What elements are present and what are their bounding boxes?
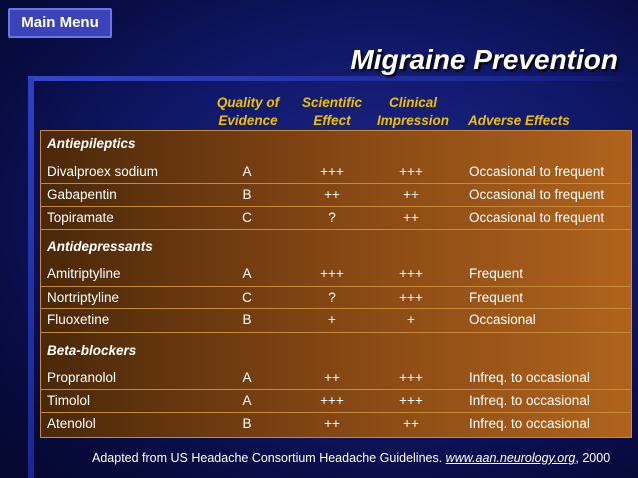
clinical-value: +++ [399,164,423,179]
drug-name: Propranolol [47,370,117,385]
drug-name: Nortriptyline [47,290,120,305]
adverse-value: Frequent [469,290,524,305]
scientific-value: +++ [320,164,344,179]
header-clinical-line1: Clinical [388,95,437,110]
clinical-value: ++ [403,187,419,202]
quality-value: A [242,393,252,408]
adverse-value: Occasional to frequent [469,210,605,225]
drug-name: Topiramate [47,210,114,225]
top-rule [28,76,638,81]
table-row [41,367,631,389]
table-row [41,286,631,309]
group-header-antiepileptics: Antiepileptics [47,136,136,151]
adverse-value: Infreq. to occasional [469,393,590,408]
table-row [41,412,631,435]
clinical-value: +++ [399,370,423,385]
scientific-value: ++ [324,187,340,202]
scientific-value: +++ [320,393,344,408]
header-clinical-line2: Impression [376,113,450,128]
quality-value: C [242,210,252,225]
quality-value: A [242,370,252,385]
drug-name: Fluoxetine [47,312,110,327]
quality-value: C [242,290,252,305]
header-adverse: Adverse Effects [468,113,570,128]
adverse-value: Frequent [469,266,524,281]
adverse-value: Occasional [469,312,536,327]
clinical-value: +++ [399,266,423,281]
group-header-antidepressants: Antidepressants [47,239,153,254]
left-accent-bar [28,78,34,478]
quality-value: B [242,312,252,327]
table-row [41,263,631,285]
drug-name: Amitriptyline [47,266,121,281]
adverse-value: Occasional to frequent [469,164,605,179]
group-header-beta-blockers: Beta-blockers [47,343,137,358]
quality-value: B [242,416,252,431]
adverse-value: Occasional to frequent [469,187,605,202]
quality-value: A [242,164,252,179]
clinical-value: + [407,312,415,327]
adverse-value: Infreq. to occasional [469,370,590,385]
footnote-suffix: , 2000 [575,451,611,465]
group-divider [41,332,631,339]
clinical-value: ++ [403,210,419,225]
page-title: Migraine Prevention [350,44,618,75]
header-quality-line2: Evidence [218,113,278,128]
footnote-prefix: Adapted from US Headache Consortium Headache Guidelines. [92,451,446,465]
header-scientific-line2: Effect [313,113,351,128]
quality-value: B [242,187,252,202]
drug-name: Atenolol [47,416,96,431]
source-link[interactable]: www.aan.neurology.org [445,451,576,465]
clinical-value: ++ [403,416,419,431]
drug-name: Timolol [47,393,91,408]
table-row [41,389,631,412]
scientific-value: ++ [324,416,340,431]
drug-name: Gabapentin [47,187,117,202]
table-row [41,161,631,183]
scientific-value: ? [328,210,336,225]
scientific-value: + [328,312,336,327]
adverse-value: Infreq. to occasional [469,416,590,431]
header-quality-line1: Quality of [216,95,280,110]
source-footnote [92,451,610,465]
header-scientific-line1: Scientific [301,95,363,110]
header-scientific [294,94,370,130]
header-quality [210,94,286,130]
scientific-value: ? [328,290,336,305]
scientific-value: ++ [324,370,340,385]
main-menu-button[interactable]: Main Menu [8,8,112,38]
scientific-value: +++ [320,266,344,281]
drug-name: Divalproex sodium [47,164,159,179]
drug-table [40,130,632,438]
clinical-value: +++ [399,393,423,408]
quality-value: A [242,266,252,281]
group-divider [41,229,631,236]
table-row [41,308,631,331]
header-clinical [370,94,456,130]
clinical-value: +++ [399,290,423,305]
table-row [41,183,631,206]
table-row [41,206,631,229]
